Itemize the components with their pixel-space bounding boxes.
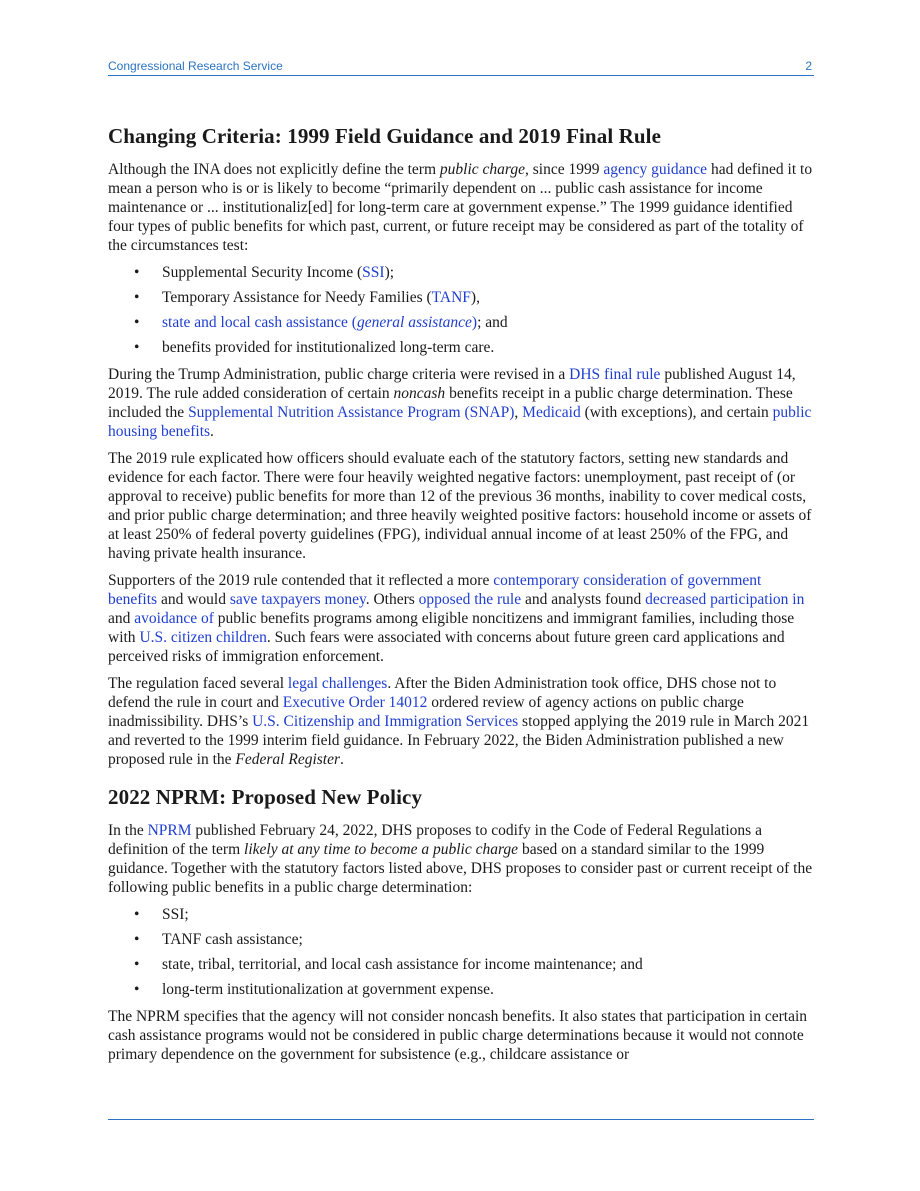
list-item: • Temporary Assistance for Needy Families (TANF), (134, 289, 480, 306)
list-item: • SSI; (134, 906, 189, 923)
section-heading-2022-nprm: 2022 NPRM: Proposed New Policy (108, 785, 423, 809)
page-header (108, 57, 814, 76)
list-item: • state and local cash assistance (general assistance); and (134, 314, 508, 331)
list-1999-benefits (108, 263, 814, 357)
link-decreased-participation[interactable]: decreased participation in (645, 591, 805, 608)
link-executive-order-14012[interactable]: Executive Order 14012 (282, 694, 428, 711)
header-publisher: Congressional Research Service (108, 59, 283, 73)
link-agency-guidance[interactable]: agency guidance (603, 161, 708, 178)
paragraph-nprm: In the NPRM published February 24, 2022, DHS proposes to codify in the Code of Federal Regulations a definition of the term likely at any time to become a public charge based on a standard similar to the 1999 guidance. Together with the statutory factors listed above, DHS proposes to consider past or current receipt of the following public benefits in a public charge determination: (108, 822, 813, 896)
list-item: • benefits provided for institutionalized long-term care. (134, 339, 495, 356)
paragraph-legal-challenges: The regulation faced several legal challenges. After the Biden Administration took office, DHS chose not to defend the rule in court and Executive Order 14012 ordered review of agency actions on public charge inadmissibility. DHS’s U.S. Citizenship and Immigration Services stopped applying the 2019 rule in March 2021 and reverted to the 1999 interim field guidance. In February 2022, the Biden Administration published a new proposed rule in the Federal Register. (108, 675, 810, 768)
link-dhs-final-rule[interactable]: DHS final rule (569, 366, 661, 383)
paragraph-trump-rule: During the Trump Administration, public charge criteria were revised in a DHS final rule published August 14, 2019. The rule added consideration of certain noncash benefits receipt in a public charge determination. These included the Supplemental Nutrition Assistance Program (SNAP), Medicaid (with exceptions), and certain public housing benefits. (108, 366, 812, 440)
bullet-icon: • (134, 289, 140, 306)
link-public-housing-benefits[interactable]: public housing benefits (108, 404, 812, 440)
link-avoidance-of[interactable]: avoidance of (134, 610, 214, 627)
list-item: • state, tribal, territorial, and local cash assistance for income maintenance; and (134, 956, 643, 973)
link-uscis[interactable]: U.S. Citizenship and Immigration Services (252, 713, 519, 730)
document-body (108, 122, 814, 1072)
link-us-citizen-children[interactable]: U.S. citizen children (139, 629, 267, 646)
footer-divider (108, 1119, 814, 1120)
bullet-icon: • (134, 339, 140, 356)
link-nprm[interactable]: NPRM (147, 822, 192, 839)
link-snap[interactable]: Supplemental Nutrition Assistance Program (SNAP) (188, 404, 515, 421)
link-state-local-cash-assistance[interactable]: state and local cash assistance (general assistance) (162, 314, 478, 331)
paragraph-2019-factors: The 2019 rule explicated how officers should evaluate each of the statutory factors, setting new standards and evidence for each factor. There were four heavily weighted negative factors: unemployment, past receipt of (or approval to receive) public benefits for more than 12 of the previous 36 months, inability to cover medical costs, and prior public charge determination; and three heavily weighted positive factors: household income or assets of at least 250% of federal poverty guidelines (FPG), individual annual income of at least 250% of the FPG, and having private health insurance. (108, 450, 812, 562)
link-opposed-the-rule[interactable]: opposed the rule (418, 591, 522, 608)
list-item: • TANF cash assistance; (134, 931, 303, 948)
link-tanf[interactable]: TANF (431, 289, 471, 306)
link-ssi[interactable]: SSI (362, 264, 385, 281)
paragraph-supporters-opponents: Supporters of the 2019 rule contended that it reflected a more contemporary consideration of government benefits and would save taxpayers money. Others opposed the rule and analysts found decreased participation in and avoidance of public benefits programs among eligible noncitizens and immigrant families, including those with U.S. citizen children. Such fears were associated with concerns about future green card applications and perceived risks of immigration enforcement. (108, 572, 805, 665)
bullet-icon: • (134, 906, 140, 923)
bullet-icon: • (134, 956, 140, 973)
bullet-icon: • (134, 314, 140, 331)
link-legal-challenges[interactable]: legal challenges (287, 675, 388, 692)
paragraph-definition: Although the INA does not explicitly define the term public charge, since 1999 agency guidance had defined it to mean a person who is or is likely to become “primarily dependent on ... public cash assistance for income maintenance or ... institutionaliz[ed] for long-term care at government expense.” The 1999 guidance identified four types of public benefits for which past, current, or future receipt may be considered as part of the totality of the circumstances test: (108, 161, 813, 254)
paragraph-noncash-benefits: The NPRM specifies that the agency will not consider noncash benefits. It also states that participation in certain cash assistance programs would not be considered in public charge determinations because it would not connote primary dependence on the government for subsistence (e.g., childcare assistance or (108, 1008, 808, 1063)
link-contemporary-consideration[interactable]: contemporary consideration of government benefits (108, 572, 762, 608)
bullet-icon: • (134, 981, 140, 998)
bullet-icon: • (134, 931, 140, 948)
bullet-icon: • (134, 264, 140, 281)
link-save-taxpayers-money[interactable]: save taxpayers money (229, 591, 366, 608)
link-medicaid[interactable]: Medicaid (522, 404, 581, 421)
list-item: • Supplemental Security Income (SSI); (134, 264, 395, 281)
section-heading-changing-criteria: Changing Criteria: 1999 Field Guidance and 2019 Final Rule (108, 124, 661, 148)
list-item: • long-term institutionalization at government expense. (134, 981, 494, 998)
list-2022-benefits (108, 905, 814, 999)
page-number: 2 (805, 59, 812, 73)
